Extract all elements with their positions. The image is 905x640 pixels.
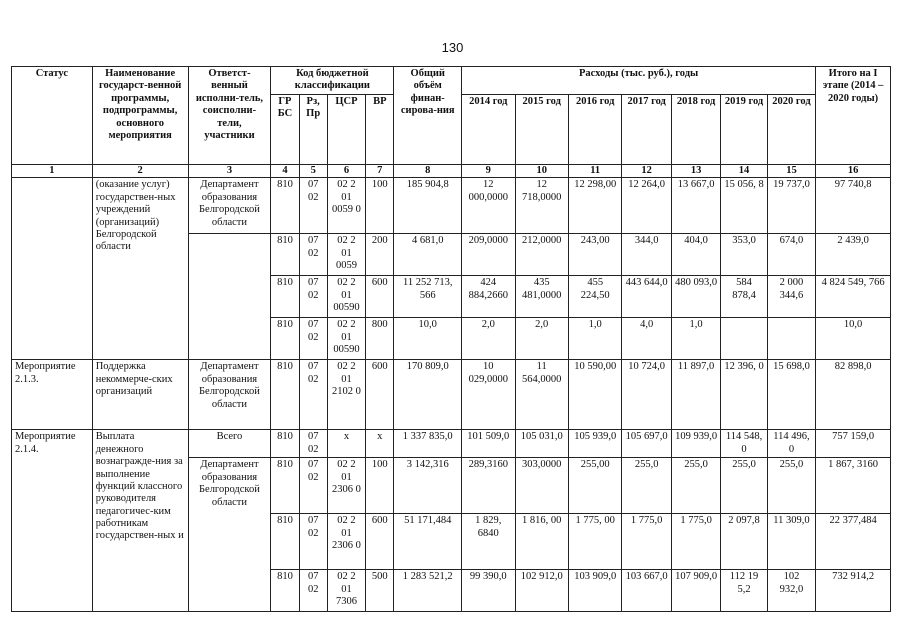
header-name: Наименование государст-венной программы, подпрограммы, основного мероприятия — [92, 67, 188, 165]
name-cell: Поддержка некоммерче-ских организаций — [92, 360, 188, 430]
stage-total-cell: 10,0 — [816, 318, 891, 360]
year-cell: 12 298,00 — [568, 178, 621, 234]
stage-total-cell: 757 159,0 — [816, 430, 891, 458]
csr-cell: 02 2 01 00590 — [327, 276, 365, 318]
csr-cell: 02 2 01 0059 0 — [327, 178, 365, 234]
stage-total-cell: 97 740,8 — [816, 178, 891, 234]
table-row — [12, 360, 891, 430]
stage-total-cell: 732 914,2 — [816, 570, 891, 612]
year-cell: 435 481,0000 — [515, 276, 568, 318]
year-cell: 19 737,0 — [767, 178, 815, 234]
vr-cell: x — [366, 430, 394, 458]
total-cell: 3 142,316 — [394, 458, 462, 514]
grbs-cell: 810 — [271, 178, 299, 234]
column-number: 15 — [767, 165, 815, 178]
column-number: 13 — [671, 165, 720, 178]
year-cell: 243,00 — [568, 234, 621, 276]
stage-total-cell: 22 377,484 — [816, 514, 891, 570]
total-cell: 10,0 — [394, 318, 462, 360]
rzpr-cell: 07 02 — [299, 234, 327, 276]
status-cell: Мероприятие 2.1.4. — [12, 430, 93, 612]
header-grbs: ГР БС — [271, 95, 299, 165]
year-cell: 2,0 — [462, 318, 515, 360]
header-csr: ЦСР — [327, 95, 365, 165]
year-cell: 424 884,2660 — [462, 276, 515, 318]
grbs-cell: 810 — [271, 318, 299, 360]
year-cell: 102 932,0 — [767, 570, 815, 612]
table-row — [12, 178, 891, 234]
year-cell: 13 667,0 — [671, 178, 720, 234]
csr-cell: 02 2 01 2306 0 — [327, 458, 365, 514]
year-cell: 255,0 — [721, 458, 767, 514]
rzpr-cell: 07 02 — [299, 178, 327, 234]
year-cell: 105 939,0 — [568, 430, 621, 458]
csr-cell: x — [327, 430, 365, 458]
rzpr-cell: 07 02 — [299, 276, 327, 318]
column-number: 2 — [92, 165, 188, 178]
year-cell: 103 667,0 — [622, 570, 671, 612]
year-cell: 105 031,0 — [515, 430, 568, 458]
header-status: Статус — [12, 67, 93, 165]
header-stage-total: Итого на I этапе (2014 – 2020 годы) — [816, 67, 891, 165]
grbs-cell: 810 — [271, 458, 299, 514]
year-cell: 212,0000 — [515, 234, 568, 276]
year-cell: 674,0 — [767, 234, 815, 276]
vr-cell: 500 — [366, 570, 394, 612]
year-cell: 109 939,0 — [671, 430, 720, 458]
total-cell: 51 171,484 — [394, 514, 462, 570]
year-cell: 2 000 344,6 — [767, 276, 815, 318]
year-cell: 112 19 5,2 — [721, 570, 767, 612]
year-cell: 1 829, 6840 — [462, 514, 515, 570]
header-year: 2019 год — [721, 95, 767, 165]
year-cell: 114 496, 0 — [767, 430, 815, 458]
page-number: 130 — [441, 40, 464, 55]
header-rzpr: Рз, Пр — [299, 95, 327, 165]
csr-cell: 02 2 01 7306 — [327, 570, 365, 612]
budget-table — [11, 66, 891, 612]
year-cell: 303,0000 — [515, 458, 568, 514]
column-number: 10 — [515, 165, 568, 178]
year-cell: 404,0 — [671, 234, 720, 276]
responsible-cell: Департамент образования Белгородской области — [188, 458, 271, 612]
rzpr-cell: 07 02 — [299, 430, 327, 458]
year-cell: 15 698,0 — [767, 360, 815, 430]
year-cell — [721, 318, 767, 360]
year-cell: 11 564,0000 — [515, 360, 568, 430]
column-number: 7 — [366, 165, 394, 178]
grbs-cell: 810 — [271, 234, 299, 276]
column-number: 8 — [394, 165, 462, 178]
column-number: 9 — [462, 165, 515, 178]
year-cell: 255,0 — [622, 458, 671, 514]
header-year: 2015 год — [515, 95, 568, 165]
header-year: 2020 год — [767, 95, 815, 165]
responsible-cell: Департамент образования Белгородской области — [188, 178, 271, 234]
header-year: 2016 год — [568, 95, 621, 165]
year-cell: 353,0 — [721, 234, 767, 276]
vr-cell: 600 — [366, 360, 394, 430]
year-cell: 10 590,00 — [568, 360, 621, 430]
year-cell: 107 909,0 — [671, 570, 720, 612]
name-cell: (оказание услуг) государствен-ных учреждений (организаций) Белгородской области — [92, 178, 188, 360]
header-row-1 — [12, 67, 891, 95]
status-cell: Мероприятие 2.1.3. — [12, 360, 93, 430]
column-number: 5 — [299, 165, 327, 178]
vr-cell: 600 — [366, 514, 394, 570]
total-cell: 1 337 835,0 — [394, 430, 462, 458]
csr-cell: 02 2 01 00590 — [327, 318, 365, 360]
status-cell — [12, 178, 93, 360]
responsible-cell-empty — [188, 234, 271, 360]
year-cell: 255,00 — [568, 458, 621, 514]
column-number: 12 — [622, 165, 671, 178]
csr-cell: 02 2 01 2102 0 — [327, 360, 365, 430]
year-cell: 1,0 — [671, 318, 720, 360]
column-number: 14 — [721, 165, 767, 178]
year-cell: 209,0000 — [462, 234, 515, 276]
csr-cell: 02 2 01 2306 0 — [327, 514, 365, 570]
year-cell: 10 724,0 — [622, 360, 671, 430]
rzpr-cell: 07 02 — [299, 458, 327, 514]
year-cell: 12 000,0000 — [462, 178, 515, 234]
year-cell: 2 097,8 — [721, 514, 767, 570]
year-cell: 101 509,0 — [462, 430, 515, 458]
grbs-cell: 810 — [271, 570, 299, 612]
year-cell: 344,0 — [622, 234, 671, 276]
column-number: 3 — [188, 165, 271, 178]
vr-cell: 200 — [366, 234, 394, 276]
year-cell: 480 093,0 — [671, 276, 720, 318]
year-cell: 1 775,0 — [671, 514, 720, 570]
year-cell: 12 396, 0 — [721, 360, 767, 430]
name-cell: Выплата денежного вознагражде-ния за выполнение функций классного руководителя педагогичес-ким работникам государствен-ных и — [92, 430, 188, 612]
year-cell: 15 056, 8 — [721, 178, 767, 234]
year-cell: 10 029,0000 — [462, 360, 515, 430]
stage-total-cell: 82 898,0 — [816, 360, 891, 430]
total-cell: 11 252 713, 566 — [394, 276, 462, 318]
rzpr-cell: 07 02 — [299, 570, 327, 612]
year-cell: 1,0 — [568, 318, 621, 360]
table-row — [12, 430, 891, 458]
year-cell: 1 775, 00 — [568, 514, 621, 570]
stage-total-cell: 4 824 549, 766 — [816, 276, 891, 318]
total-cell: 170 809,0 — [394, 360, 462, 430]
year-cell: 11 897,0 — [671, 360, 720, 430]
year-cell: 1 775,0 — [622, 514, 671, 570]
column-number: 11 — [568, 165, 621, 178]
vr-cell: 600 — [366, 276, 394, 318]
responsible-cell: Департамент образования Белгородской области — [188, 360, 271, 430]
year-cell: 584 878,4 — [721, 276, 767, 318]
year-cell: 11 309,0 — [767, 514, 815, 570]
year-cell: 255,0 — [671, 458, 720, 514]
header-budget-code: Код бюджетной классификации — [271, 67, 394, 95]
csr-cell: 02 2 01 0059 — [327, 234, 365, 276]
rzpr-cell: 07 02 — [299, 514, 327, 570]
header-total: Общий объём финан-сирова-ния — [394, 67, 462, 165]
grbs-cell: 810 — [271, 360, 299, 430]
grbs-cell: 810 — [271, 276, 299, 318]
year-cell: 255,0 — [767, 458, 815, 514]
year-cell: 105 697,0 — [622, 430, 671, 458]
year-cell: 289,3160 — [462, 458, 515, 514]
year-cell: 103 909,0 — [568, 570, 621, 612]
rzpr-cell: 07 02 — [299, 360, 327, 430]
column-number: 4 — [271, 165, 299, 178]
year-cell: 114 548, 0 — [721, 430, 767, 458]
total-cell: 185 904,8 — [394, 178, 462, 234]
year-cell: 4,0 — [622, 318, 671, 360]
header-responsible: Ответст-венный исполни-тель, соисполни-тели, участники — [188, 67, 271, 165]
year-cell: 99 390,0 — [462, 570, 515, 612]
column-number: 1 — [12, 165, 93, 178]
total-cell: 1 283 521,2 — [394, 570, 462, 612]
column-number: 6 — [327, 165, 365, 178]
year-cell: 12 718,0000 — [515, 178, 568, 234]
header-year: 2017 год — [622, 95, 671, 165]
header-year: 2014 год — [462, 95, 515, 165]
header-expenses: Расходы (тыс. руб.), годы — [462, 67, 816, 95]
year-cell: 102 912,0 — [515, 570, 568, 612]
total-cell: 4 681,0 — [394, 234, 462, 276]
stage-total-cell: 1 867, 3160 — [816, 458, 891, 514]
year-cell: 443 644,0 — [622, 276, 671, 318]
year-cell: 12 264,0 — [622, 178, 671, 234]
column-number: 16 — [816, 165, 891, 178]
responsible-all-cell: Всего — [188, 430, 271, 458]
vr-cell: 100 — [366, 178, 394, 234]
vr-cell: 800 — [366, 318, 394, 360]
stage-total-cell: 2 439,0 — [816, 234, 891, 276]
rzpr-cell: 07 02 — [299, 318, 327, 360]
year-cell: 1 816, 00 — [515, 514, 568, 570]
grbs-cell: 810 — [271, 430, 299, 458]
year-cell: 455 224,50 — [568, 276, 621, 318]
column-number-row — [12, 165, 891, 178]
year-cell — [767, 318, 815, 360]
year-cell: 2,0 — [515, 318, 568, 360]
grbs-cell: 810 — [271, 514, 299, 570]
vr-cell: 100 — [366, 458, 394, 514]
header-vr: ВР — [366, 95, 394, 165]
header-year: 2018 год — [671, 95, 720, 165]
